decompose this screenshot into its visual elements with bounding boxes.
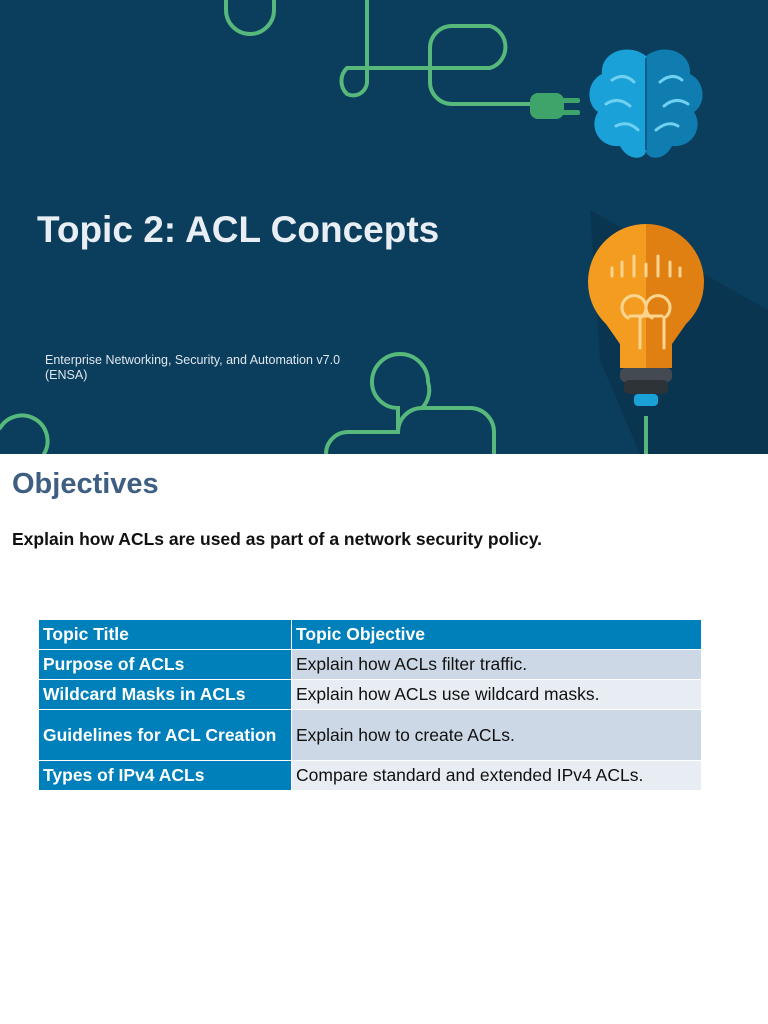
topic-objective-cell: Compare standard and extended IPv4 ACLs. bbox=[292, 761, 702, 791]
course-subtitle: Enterprise Networking, Security, and Automation v7.0 (ENSA) bbox=[45, 353, 341, 382]
table-row bbox=[39, 761, 702, 791]
table-row bbox=[39, 650, 702, 680]
objective-statement: Explain how ACLs are used as part of a network security policy. bbox=[12, 529, 543, 549]
title-banner bbox=[0, 0, 768, 454]
objectives-heading: Objectives bbox=[12, 468, 159, 500]
topic-objective-cell: Explain how ACLs use wildcard masks. bbox=[292, 680, 702, 710]
table-row bbox=[39, 710, 702, 761]
plug-icon bbox=[530, 93, 580, 119]
slide-title: Topic 2: ACL Concepts bbox=[37, 209, 440, 250]
topic-title-cell: Wildcard Masks in ACLs bbox=[39, 680, 292, 710]
table-row bbox=[39, 680, 702, 710]
topic-objectives-table bbox=[38, 619, 702, 791]
header-topic-title: Topic Title bbox=[39, 620, 292, 650]
topic-title-cell: Purpose of ACLs bbox=[39, 650, 292, 680]
topic-objective-cell: Explain how ACLs filter traffic. bbox=[292, 650, 702, 680]
circuit-lines-top bbox=[226, 0, 530, 104]
brain-icon bbox=[589, 50, 702, 158]
topic-objective-cell: Explain how to create ACLs. bbox=[292, 710, 702, 761]
table-header-row bbox=[39, 620, 702, 650]
topic-title-cell: Types of IPv4 ACLs bbox=[39, 761, 292, 791]
topic-title-cell: Guidelines for ACL Creation bbox=[39, 710, 292, 761]
header-topic-objective: Topic Objective bbox=[292, 620, 702, 650]
